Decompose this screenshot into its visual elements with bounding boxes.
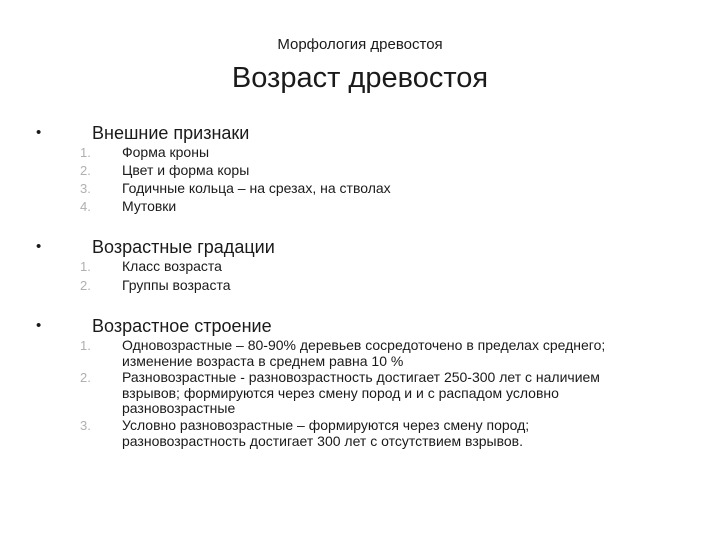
- list-item-number: 1.: [80, 338, 91, 353]
- section-heading: Возрастное строение: [92, 316, 272, 336]
- list-item-text: Разновозрастные - разновозрастность достигает 250-300 лет с наличием взрывов; формируются через смену пород и и с распадом условно разновозрастные: [122, 369, 600, 416]
- bullet-icon: •: [36, 124, 42, 141]
- list-item-number: 2.: [80, 278, 91, 293]
- list-item-number: 3.: [80, 181, 91, 196]
- list-item-number: 1.: [80, 259, 91, 274]
- slide-title: Возраст древостоя: [231, 62, 489, 94]
- list-item-text: Цвет и форма коры: [122, 162, 250, 178]
- list-item-text: Класс возраста: [122, 258, 222, 274]
- list-item-text: Группы возраста: [122, 277, 231, 293]
- list-item-number: 4.: [80, 199, 91, 214]
- slide-subtitle: Морфология древостоя: [277, 36, 443, 53]
- list-item-text: Форма кроны: [122, 144, 210, 160]
- list-item-number: 2.: [80, 163, 91, 178]
- bullet-icon: •: [36, 238, 42, 255]
- bullet-icon: •: [36, 317, 42, 334]
- list-item-text: Мутовки: [122, 198, 177, 214]
- list-item-text: Условно разновозрастные – формируются через смену пород; разновозрастность достигает 300 лет с отсутствием взрывов.: [122, 417, 530, 449]
- section-heading: Возрастные градации: [92, 237, 275, 257]
- list-item-text: Одновозрастные – 80-90% деревьев сосредоточено в пределах среднего; изменение возраста в среднем равна 10 %: [122, 337, 606, 369]
- list-item-number: 3.: [80, 418, 91, 433]
- section-heading: Внешние признаки: [92, 123, 250, 143]
- list-item-text: Годичные кольца – на срезах, на стволах: [122, 180, 391, 196]
- list-item-number: 1.: [80, 145, 91, 160]
- list-item-number: 2.: [80, 370, 91, 385]
